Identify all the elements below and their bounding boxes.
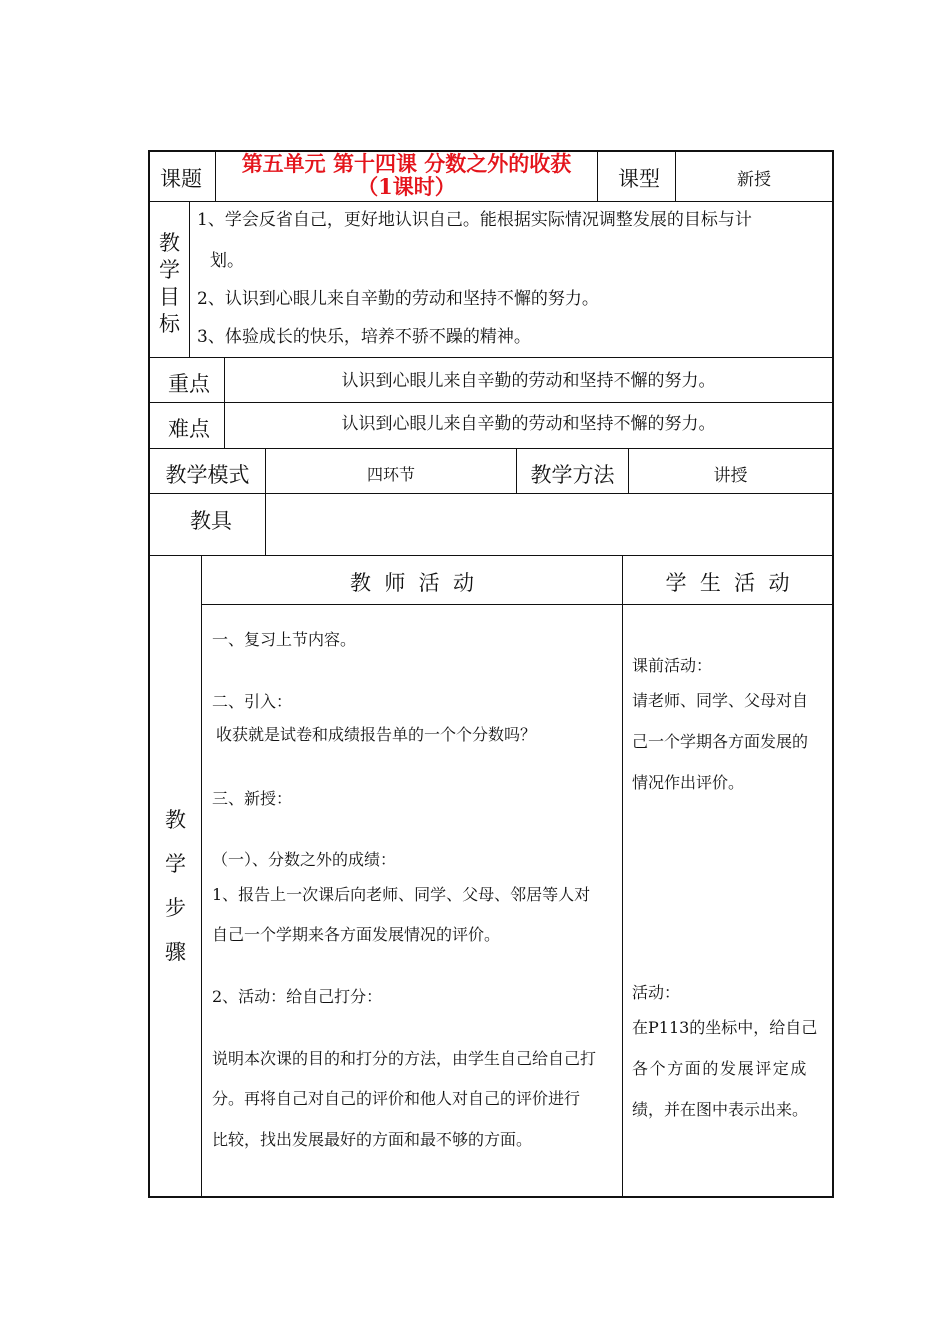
teacher-step-review: 一、复习上节内容。: [212, 630, 357, 649]
student-pre-activity-text: 请老师、同学、父母对自: [632, 691, 809, 710]
method-value: 讲授: [713, 466, 748, 486]
steps-label-char: 学: [165, 852, 186, 876]
col-divider: [597, 150, 598, 202]
steps-label-char: 教: [165, 808, 186, 832]
student-pre-activity-text-cont: 己一个学期各方面发展的: [632, 732, 809, 751]
row-divider: [148, 402, 834, 403]
table-border-right: [832, 150, 834, 1198]
method-label: 教学方法: [530, 463, 615, 487]
objectives-label-char: 教: [159, 231, 180, 255]
steps-label: [150, 798, 201, 974]
kexing-value: 新授: [737, 170, 771, 190]
tools-label: 教具: [190, 509, 232, 533]
col-divider: [201, 555, 202, 1197]
teacher-step-sub1: （一）、分数之外的成绩：: [212, 850, 397, 869]
objectives-label-char: 目: [159, 285, 180, 309]
objective-1-cont: 划。: [210, 251, 244, 271]
teacher-step-explain-cont: 分。再将自己对自己的评价和他人对自己的评价进行: [212, 1089, 581, 1108]
difficulty-value: 认识到心眼儿来自辛勤的劳动和坚持不懈的努力。: [341, 414, 716, 434]
teacher-activity-header: 教 师 活 动: [349, 571, 475, 595]
table-border-bottom: [148, 1196, 834, 1198]
objectives-label-char: 学: [159, 258, 180, 282]
row-divider: [148, 448, 834, 449]
steps-label-char: 骤: [165, 940, 186, 964]
keti-label: 课题: [160, 167, 202, 191]
lesson-title-hours: （1课时）: [357, 174, 456, 199]
teacher-step-explain: 说明本次课的目的和打分的方法，由学生自己给自己打: [212, 1049, 597, 1068]
mode-value: 四环节: [366, 465, 415, 484]
objectives-label-char: 标: [159, 312, 180, 336]
difficulty-label: 难点: [168, 417, 210, 441]
objectives-label: [150, 230, 189, 338]
teacher-step-report-cont: 自己一个学期来各方面发展情况的评价。: [212, 925, 501, 944]
objective-3: 3、体验成长的快乐，培养不骄不躁的精神。: [197, 327, 531, 347]
student-pre-activity-text-cont2: 情况作出评价。: [632, 773, 745, 792]
teacher-step-report: 1、报告上一次课后向老师、同学、父母、邻居等人对: [212, 885, 591, 904]
steps-label-char: 步: [165, 896, 186, 920]
student-activity-text: 在P113的坐标中，给自己: [632, 1018, 818, 1037]
objective-2: 2、认识到心眼儿来自辛勤的劳动和坚持不懈的努力。: [197, 289, 599, 309]
key-point-label: 重点: [168, 372, 210, 396]
col-divider: [622, 555, 623, 1197]
student-activity: 活动：: [632, 983, 681, 1002]
kexing-label: 课型: [618, 167, 660, 191]
teacher-step-explain-cont2: 比较，找出发展最好的方面和最不够的方面。: [212, 1130, 533, 1149]
student-activity-text-cont2: 绩，并在图中表示出来。: [632, 1100, 809, 1119]
row-divider: [148, 493, 834, 494]
teacher-step-activity: 2、活动：给自己打分：: [212, 987, 383, 1006]
key-point-value: 认识到心眼儿来自辛勤的劳动和坚持不懈的努力。: [341, 371, 716, 391]
teacher-step-new: 三、新授：: [212, 789, 293, 808]
student-activity-text-cont: 各个方面的发展评定成: [632, 1059, 809, 1078]
row-divider: [148, 555, 834, 556]
row-divider: [148, 201, 834, 202]
teacher-step-intro: 二、引入：: [212, 692, 293, 711]
student-pre-activity: 课前活动：: [632, 656, 713, 675]
student-activity-header: 学 生 活 动: [665, 571, 790, 595]
row-divider: [201, 604, 834, 605]
col-divider: [189, 201, 190, 358]
teacher-step-intro-question: 收获就是试卷和成绩报告单的一个个分数吗？: [216, 725, 537, 744]
lesson-title: 第五单元 第十四课 分数之外的收获: [241, 151, 572, 176]
objective-1: 1、学会反省自己，更好地认识自己。能根据实际情况调整发展的目标与计: [197, 210, 752, 230]
mode-label: 教学模式: [165, 463, 250, 487]
row-divider: [148, 357, 834, 358]
